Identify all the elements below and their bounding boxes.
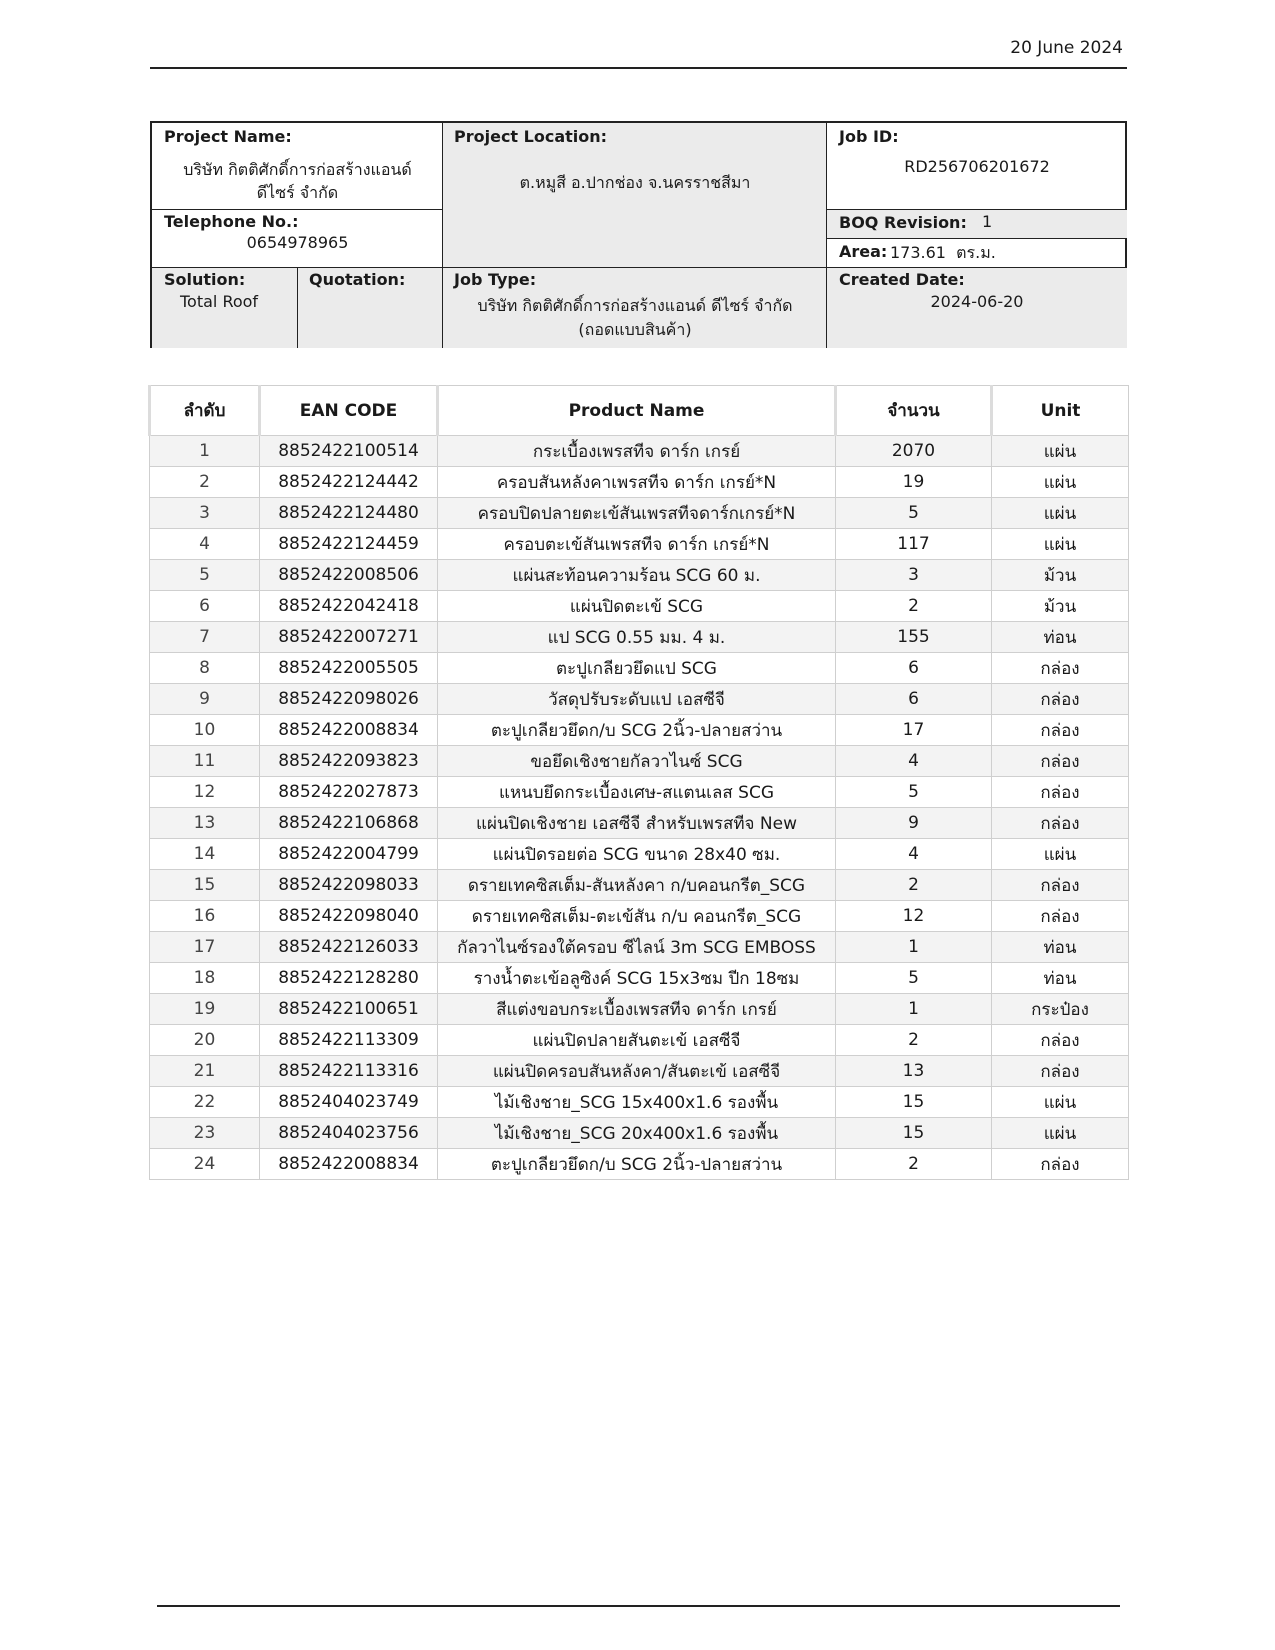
- row-index: 14: [150, 839, 260, 870]
- quantity: 15: [836, 1087, 992, 1118]
- col-header-index: ลำดับ: [150, 386, 260, 436]
- product-name: แผ่นสะท้อนความร้อน SCG 60 ม.: [438, 560, 836, 591]
- product-name: ดรายเทคซิสเต็ม-สันหลังคา ก/บคอนกรีต_SCG: [438, 870, 836, 901]
- quantity: 6: [836, 653, 992, 684]
- product-name: แผ่นปิดรอยต่อ SCG ขนาด 28x40 ซม.: [438, 839, 836, 870]
- table-row: [150, 994, 1129, 1025]
- ean-code: 8852422093823: [260, 746, 438, 777]
- quantity: 9: [836, 808, 992, 839]
- quantity: 2: [836, 1149, 992, 1180]
- unit: กล่อง: [992, 777, 1129, 808]
- ean-code: 8852422005505: [260, 653, 438, 684]
- product-name: ดรายเทคซิสเต็ม-ตะเข้สัน ก/บ คอนกรีต_SCG: [438, 901, 836, 932]
- boq-revision-label: BOQ Revision:: [839, 213, 967, 232]
- telephone-label: Telephone No.:: [164, 212, 299, 231]
- product-name: แผ่นปิดตะเข้ SCG: [438, 591, 836, 622]
- unit: กล่อง: [992, 1056, 1129, 1087]
- col-header-quantity: จำนวน: [836, 386, 992, 436]
- ean-code: 8852404023756: [260, 1118, 438, 1149]
- quantity: 2070: [836, 436, 992, 467]
- product-name: ขอยึดเชิงชายกัลวาไนซ์ SCG: [438, 746, 836, 777]
- row-index: 6: [150, 591, 260, 622]
- ean-code: 8852422098026: [260, 684, 438, 715]
- quotation-label: Quotation:: [309, 270, 406, 289]
- row-index: 16: [150, 901, 260, 932]
- table-row: [150, 1025, 1129, 1056]
- unit: แผ่น: [992, 498, 1129, 529]
- ean-code: 8852422100514: [260, 436, 438, 467]
- quantity: 3: [836, 560, 992, 591]
- quantity: 15: [836, 1118, 992, 1149]
- product-name: แผ่นปิดครอบสันหลังคา/สันตะเข้ เอสซีจี: [438, 1056, 836, 1087]
- unit: กระป๋อง: [992, 994, 1129, 1025]
- quantity: 155: [836, 622, 992, 653]
- ean-code: 8852422124442: [260, 467, 438, 498]
- product-name: ตะปูเกลียวยึดก/บ SCG 2นิ้ว-ปลายสว่าน: [438, 1149, 836, 1180]
- product-name: แผ่นปิดปลายสันตะเข้ เอสซีจี: [438, 1025, 836, 1056]
- ean-code: 8852404023749: [260, 1087, 438, 1118]
- unit: ม้วน: [992, 591, 1129, 622]
- quantity: 5: [836, 963, 992, 994]
- ean-code: 8852422100651: [260, 994, 438, 1025]
- row-index: 15: [150, 870, 260, 901]
- ean-code: 8852422008834: [260, 715, 438, 746]
- table-row: [150, 932, 1129, 963]
- quantity: 5: [836, 777, 992, 808]
- row-index: 8: [150, 653, 260, 684]
- table-row: [150, 1149, 1129, 1180]
- product-name: ครอบปิดปลายตะเข้สันเพรสทีจดาร์กเกรย์*N: [438, 498, 836, 529]
- table-row: [150, 1087, 1129, 1118]
- col-header-ean: EAN CODE: [260, 386, 438, 436]
- quantity: 4: [836, 746, 992, 777]
- document-date: 20 June 2024: [1010, 38, 1123, 58]
- quantity: 12: [836, 901, 992, 932]
- row-index: 17: [150, 932, 260, 963]
- table-row: [150, 777, 1129, 808]
- quantity: 19: [836, 467, 992, 498]
- quantity: 17: [836, 715, 992, 746]
- product-name: ครอบตะเข้สันเพรสทีจ ดาร์ก เกรย์*N: [438, 529, 836, 560]
- unit: แผ่น: [992, 839, 1129, 870]
- job-type-line2: (ถอดแบบสินค้า): [578, 320, 692, 339]
- unit: แผ่น: [992, 467, 1129, 498]
- ean-code: 8852422124480: [260, 498, 438, 529]
- table-row: [150, 436, 1129, 467]
- table-row: [150, 715, 1129, 746]
- product-name: แผ่นปิดเชิงชาย เอสซีจี สำหรับเพรสทีจ New: [438, 808, 836, 839]
- product-name: ไม้เชิงชาย_SCG 20x400x1.6 รองพื้น: [438, 1118, 836, 1149]
- project-name-line1: บริษัท กิตติศักดิ์การก่อสร้างแอนด์: [183, 160, 412, 179]
- table-row: [150, 746, 1129, 777]
- table-row: [150, 467, 1129, 498]
- quantity: 117: [836, 529, 992, 560]
- product-name: ตะปูเกลียวยึดแป SCG: [438, 653, 836, 684]
- row-index: 23: [150, 1118, 260, 1149]
- unit: ท่อน: [992, 963, 1129, 994]
- unit: กล่อง: [992, 1025, 1129, 1056]
- unit: กล่อง: [992, 684, 1129, 715]
- project-info-box: [150, 121, 1127, 348]
- row-index: 9: [150, 684, 260, 715]
- quantity: 13: [836, 1056, 992, 1087]
- ean-code: 8852422113309: [260, 1025, 438, 1056]
- row-index: 5: [150, 560, 260, 591]
- product-table: [148, 385, 1129, 1180]
- ean-code: 8852422004799: [260, 839, 438, 870]
- row-index: 19: [150, 994, 260, 1025]
- unit: กล่อง: [992, 901, 1129, 932]
- row-index: 2: [150, 467, 260, 498]
- area-label: Area:: [839, 242, 888, 261]
- table-row: [150, 839, 1129, 870]
- row-index: 10: [150, 715, 260, 746]
- table-row: [150, 808, 1129, 839]
- product-name: ครอบสันหลังคาเพรสทีจ ดาร์ก เกรย์*N: [438, 467, 836, 498]
- unit: แผ่น: [992, 529, 1129, 560]
- unit: ท่อน: [992, 622, 1129, 653]
- product-name: กัลวาไนซ์รองใต้ครอบ ซีไลน์ 3m SCG EMBOSS: [438, 932, 836, 963]
- quantity: 2: [836, 870, 992, 901]
- unit: ท่อน: [992, 932, 1129, 963]
- unit: แผ่น: [992, 1118, 1129, 1149]
- row-index: 11: [150, 746, 260, 777]
- project-location-value: ต.หมูสี อ.ปากช่อง จ.นครราชสีมา: [519, 173, 751, 192]
- table-row: [150, 653, 1129, 684]
- table-row: [150, 498, 1129, 529]
- table-row: [150, 963, 1129, 994]
- ean-code: 8852422126033: [260, 932, 438, 963]
- unit: กล่อง: [992, 715, 1129, 746]
- ean-code: 8852422008506: [260, 560, 438, 591]
- table-row: [150, 591, 1129, 622]
- ean-code: 8852422113316: [260, 1056, 438, 1087]
- ean-code: 8852422008834: [260, 1149, 438, 1180]
- ean-code: 8852422027873: [260, 777, 438, 808]
- ean-code: 8852422106868: [260, 808, 438, 839]
- unit: กล่อง: [992, 1149, 1129, 1180]
- quantity: 5: [836, 498, 992, 529]
- project-name-line2: ดีไซร์ จำกัด: [256, 183, 339, 202]
- table-row: [150, 1056, 1129, 1087]
- table-row: [150, 901, 1129, 932]
- ean-code: 8852422007271: [260, 622, 438, 653]
- telephone-value: 0654978965: [246, 233, 349, 252]
- table-row: [150, 529, 1129, 560]
- row-index: 18: [150, 963, 260, 994]
- solution-value: Total Roof: [180, 292, 259, 311]
- job-type-line1: บริษัท กิตติศักดิ์การก่อสร้างแอนด์ ดีไซร์ จำกัด: [477, 296, 793, 315]
- product-name: สีแต่งขอบกระเบื้องเพรสทีจ ดาร์ก เกรย์: [438, 994, 836, 1025]
- ean-code: 8852422042418: [260, 591, 438, 622]
- product-name: วัสดุปรับระดับแป เอสซีจี: [438, 684, 836, 715]
- table-row: [150, 622, 1129, 653]
- job-id-value: RD256706201672: [904, 157, 1050, 176]
- unit: กล่อง: [992, 870, 1129, 901]
- unit: แผ่น: [992, 1087, 1129, 1118]
- unit: แผ่น: [992, 436, 1129, 467]
- unit: กล่อง: [992, 653, 1129, 684]
- table-row: [150, 870, 1129, 901]
- quantity: 6: [836, 684, 992, 715]
- product-name: ไม้เชิงชาย_SCG 15x400x1.6 รองพื้น: [438, 1087, 836, 1118]
- project-name-label: Project Name:: [164, 127, 292, 146]
- created-date-label: Created Date:: [839, 270, 965, 289]
- table-header-row: [150, 386, 1129, 436]
- project-location-label: Project Location:: [454, 127, 608, 146]
- product-name: ตะปูเกลียวยึดก/บ SCG 2นิ้ว-ปลายสว่าน: [438, 715, 836, 746]
- unit: กล่อง: [992, 746, 1129, 777]
- quantity: 1: [836, 994, 992, 1025]
- product-name: แป SCG 0.55 มม. 4 ม.: [438, 622, 836, 653]
- created-date-value: 2024-06-20: [930, 292, 1024, 311]
- unit: ม้วน: [992, 560, 1129, 591]
- boq-revision-value: 1: [982, 212, 993, 231]
- row-index: 12: [150, 777, 260, 808]
- table-row: [150, 560, 1129, 591]
- quantity: 1: [836, 932, 992, 963]
- row-index: 20: [150, 1025, 260, 1056]
- quantity: 4: [836, 839, 992, 870]
- row-index: 24: [150, 1149, 260, 1180]
- row-index: 21: [150, 1056, 260, 1087]
- unit: กล่อง: [992, 808, 1129, 839]
- ean-code: 8852422098040: [260, 901, 438, 932]
- col-header-unit: Unit: [992, 386, 1129, 436]
- job-type-label: Job Type:: [454, 270, 537, 289]
- quantity: 2: [836, 591, 992, 622]
- row-index: 3: [150, 498, 260, 529]
- col-header-product: Product Name: [438, 386, 836, 436]
- product-name: กระเบื้องเพรสทีจ ดาร์ก เกรย์: [438, 436, 836, 467]
- row-index: 7: [150, 622, 260, 653]
- footer-divider: [157, 1605, 1120, 1607]
- product-name: แหนบยึดกระเบื้องเศษ-สแตนเลส SCG: [438, 777, 836, 808]
- table-row: [150, 684, 1129, 715]
- ean-code: 8852422098033: [260, 870, 438, 901]
- row-index: 4: [150, 529, 260, 560]
- header-divider: [150, 67, 1127, 69]
- product-name: รางน้ำตะเข้อลูซิงค์ SCG 15x3ซม ปีก 18ซม: [438, 963, 836, 994]
- job-id-label: Job ID:: [839, 127, 899, 146]
- ean-code: 8852422128280: [260, 963, 438, 994]
- row-index: 13: [150, 808, 260, 839]
- ean-code: 8852422124459: [260, 529, 438, 560]
- quantity: 2: [836, 1025, 992, 1056]
- row-index: 1: [150, 436, 260, 467]
- row-index: 22: [150, 1087, 260, 1118]
- area-value: 173.61 ตร.ม.: [890, 243, 996, 262]
- table-row: [150, 1118, 1129, 1149]
- solution-label: Solution:: [164, 270, 246, 289]
